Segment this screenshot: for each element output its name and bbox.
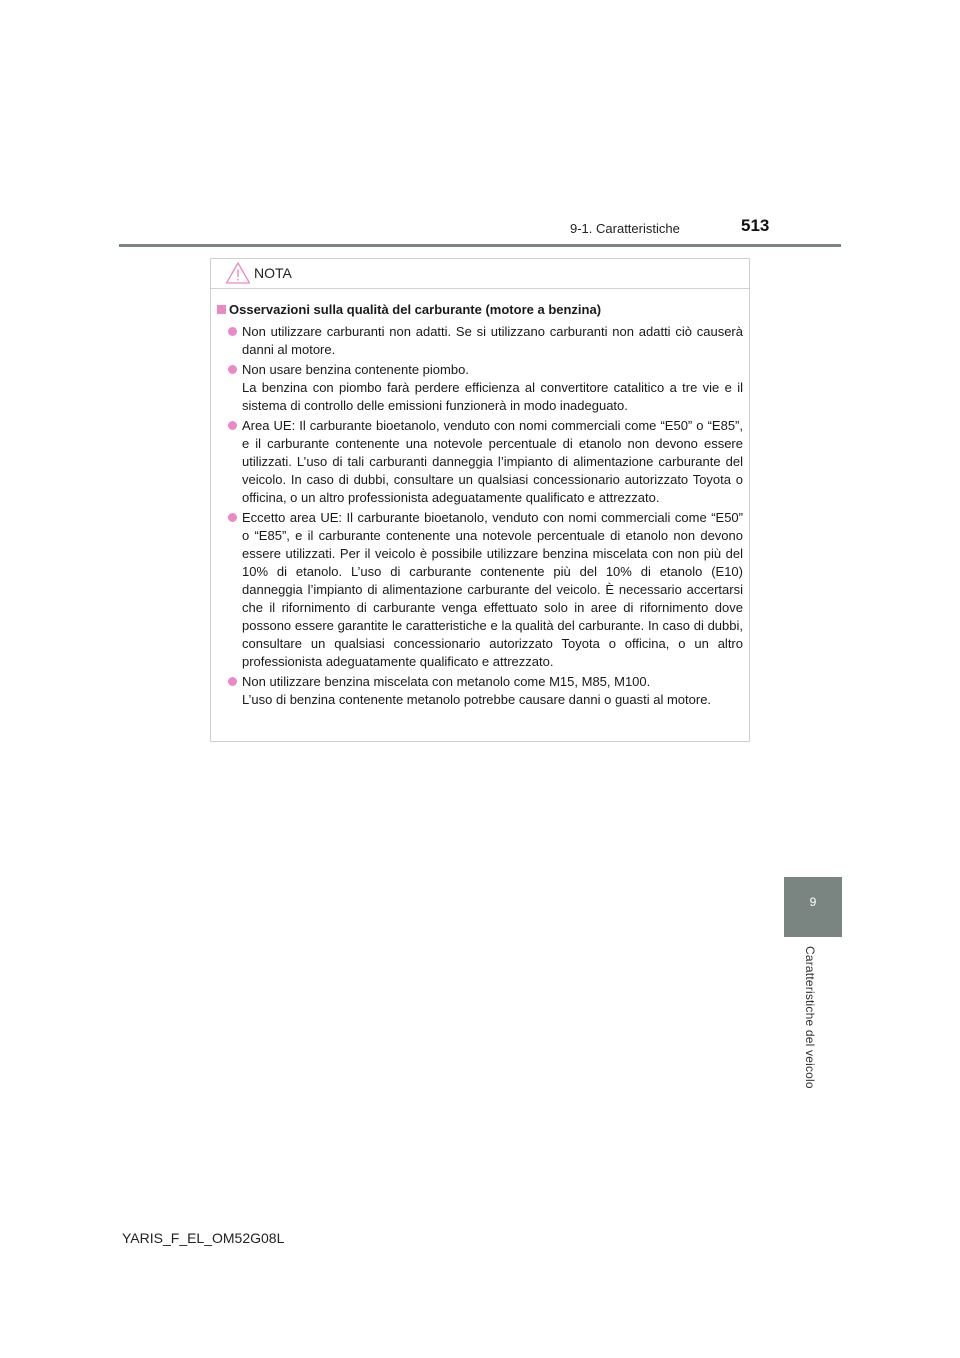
list-item — [217, 509, 743, 671]
round-bullet-icon — [228, 421, 237, 430]
round-bullet-icon — [228, 327, 237, 336]
list-item — [217, 673, 743, 709]
section-heading — [217, 301, 743, 319]
chapter-tab-number: 9 — [809, 895, 817, 909]
note-header — [211, 259, 749, 289]
footer-document-code: YARIS_F_EL_OM52G08L — [122, 1230, 285, 1246]
note-title: NOTA — [254, 265, 292, 281]
list-item-text: Non usare benzina contenente piombo. — [242, 362, 469, 377]
chapter-side-label: Caratteristiche del veicolo — [803, 946, 817, 1089]
list-item — [217, 323, 743, 359]
note-box — [210, 258, 750, 742]
list-item-text: Eccetto area UE: Il carburante bioetanolo, venduto con nomi commerciali come “E50” o “E85”, e il carburante contenente una notevole percentuale di etanolo non devono essere utilizzati. Per il veicolo è possibile utilizzare benzina miscelata con non più del 10% di etanolo. L’uso di carburante contenente più del 10% di etanolo (E10) danneggia l’impianto di alimentazione carburante del veicolo. È necessario accertarsi che il rifornimento di carburante venga effettuato solo in aree di rifornimento dove possono essere garantite le caratteristiche e la qualità del carburante. In caso di dubbi, consultare un qualsiasi concessionario autorizzato Toyota o officina, o un altro professionista adeguatamente qualificato e attrezzato. — [242, 510, 743, 669]
warning-triangle-icon — [225, 261, 251, 285]
round-bullet-icon — [228, 677, 237, 686]
page-number: 513 — [741, 216, 770, 235]
list-item-text: L’uso di benzina contenente metanolo potrebbe causare danni o guasti al motore. — [242, 692, 712, 707]
list-item-text: Non utilizzare carburanti non adatti. Se si utilizzano carburanti non adatti ciò causerà danni al motore. — [242, 324, 743, 357]
bullet-list — [217, 323, 743, 709]
note-body — [217, 301, 743, 711]
header-divider — [119, 244, 841, 247]
list-item-text: Area UE: Il carburante bioetanolo, venduto con nomi commerciali come “E50” o “E85”, e il carburante contenente una notevole percentuale di etanolo non devono essere utilizzati. L’uso di tali carburanti danneggia l’impianto di alimentazione carburante del veicolo. In caso di dubbi, consultare un qualsiasi concessionario autorizzato Toyota o officina, o un altro professionista adeguatamente qualificato e attrezzato. — [242, 418, 743, 505]
chapter-tab — [784, 877, 842, 937]
round-bullet-icon — [228, 365, 237, 374]
header-section-title: 9-1. Caratteristiche — [570, 221, 680, 236]
section-heading-text: Osservazioni sulla qualità del carburante (motore a benzina) — [229, 302, 602, 317]
list-item — [217, 417, 743, 507]
list-item-text: La benzina con piombo farà perdere efficienza al convertitore catalitico a tre vie e il sistema di controllo delle emissioni funzionerà in modo inadeguato. — [242, 380, 743, 413]
round-bullet-icon — [228, 513, 237, 522]
list-item — [217, 361, 743, 415]
list-item-text: Non utilizzare benzina miscelata con metanolo come M15, M85, M100. — [242, 674, 651, 689]
square-bullet-icon — [217, 305, 226, 314]
